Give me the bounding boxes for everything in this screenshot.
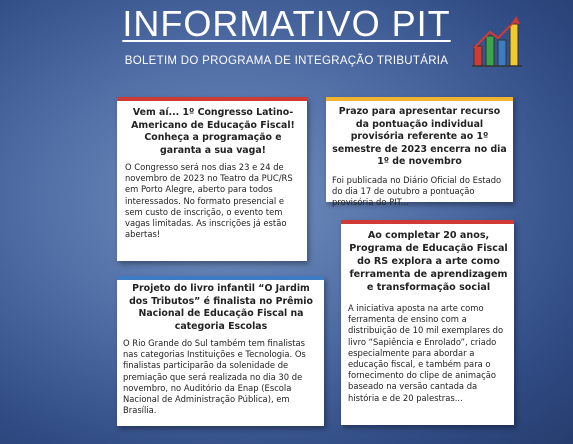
news-card-prazo-recurso[interactable] (326, 97, 513, 207)
bar-chart-logo-icon (468, 14, 526, 70)
newsletter-subtitle: BOLETIM DO PROGRAMA DE INTEGRAÇÃO TRIBUTÁRIA (124, 55, 449, 67)
news-card-jardim-dos-tributos[interactable] (117, 276, 324, 426)
news-card-20-anos[interactable] (341, 220, 514, 425)
card-body: O Rio Grande do Sul também tem finalistas nas categorias Instituições e Tecnologia. Os finalistas participarão da solenidade de premiação que será realizada no dia 30 de novembro, no Auditório da Enap (Escola Nacional de Administração Pública), em Brasília. (123, 338, 306, 416)
card-accent-bar (117, 97, 307, 101)
card-title: Ao completar 20 anos, Programa de Educação Fiscal do RS explora a arte como ferramenta de aprendizagem e transformação social (349, 230, 508, 293)
card-body: O Congresso será nos dias 23 e 24 de novembro de 2023 no Teatro da PUC/RS em Porto Alegre, aberto para todos interessados. No formato presencial e sem custo de inscrição, o evento tem vagas limitadas. As inscrições já estão abertas! (125, 162, 293, 240)
card-title: Vem aí... 1º Congresso Latino-Americano de Educação Fiscal! Conheça a programação e garanta a sua vaga! (131, 107, 295, 156)
newsletter-title: INFORMATIVO PIT (122, 3, 451, 44)
card-title: Prazo para apresentar recurso da pontuação individual provisória referente ao 1º semestre de 2023 encerra no dia 1º de novembro (332, 106, 507, 167)
card-accent-bar (341, 220, 514, 224)
card-accent-bar (117, 276, 324, 280)
card-body: A iniciativa aposta na arte como ferramenta de ensino com a distribuição de 10 mil exemplares do livro “Sapiência e Enrolado”, criado especialmente para abordar a educação fiscal, e também para o fornecimento do clipe de animação baseado na versão cantada da história e de 20 palestras... (348, 303, 504, 403)
card-body: Foi publicada no Diário Oficial do Estado do dia 17 de outubro a pontuação provisória do PIT... (332, 174, 502, 207)
card-accent-bar (326, 97, 513, 101)
news-card-congresso[interactable] (117, 97, 307, 261)
card-title: Projeto do livro infantil “O Jardim dos Tributos” é finalista no Prêmio Nacional de Educação Fiscal na categoria Escolas (129, 283, 313, 332)
